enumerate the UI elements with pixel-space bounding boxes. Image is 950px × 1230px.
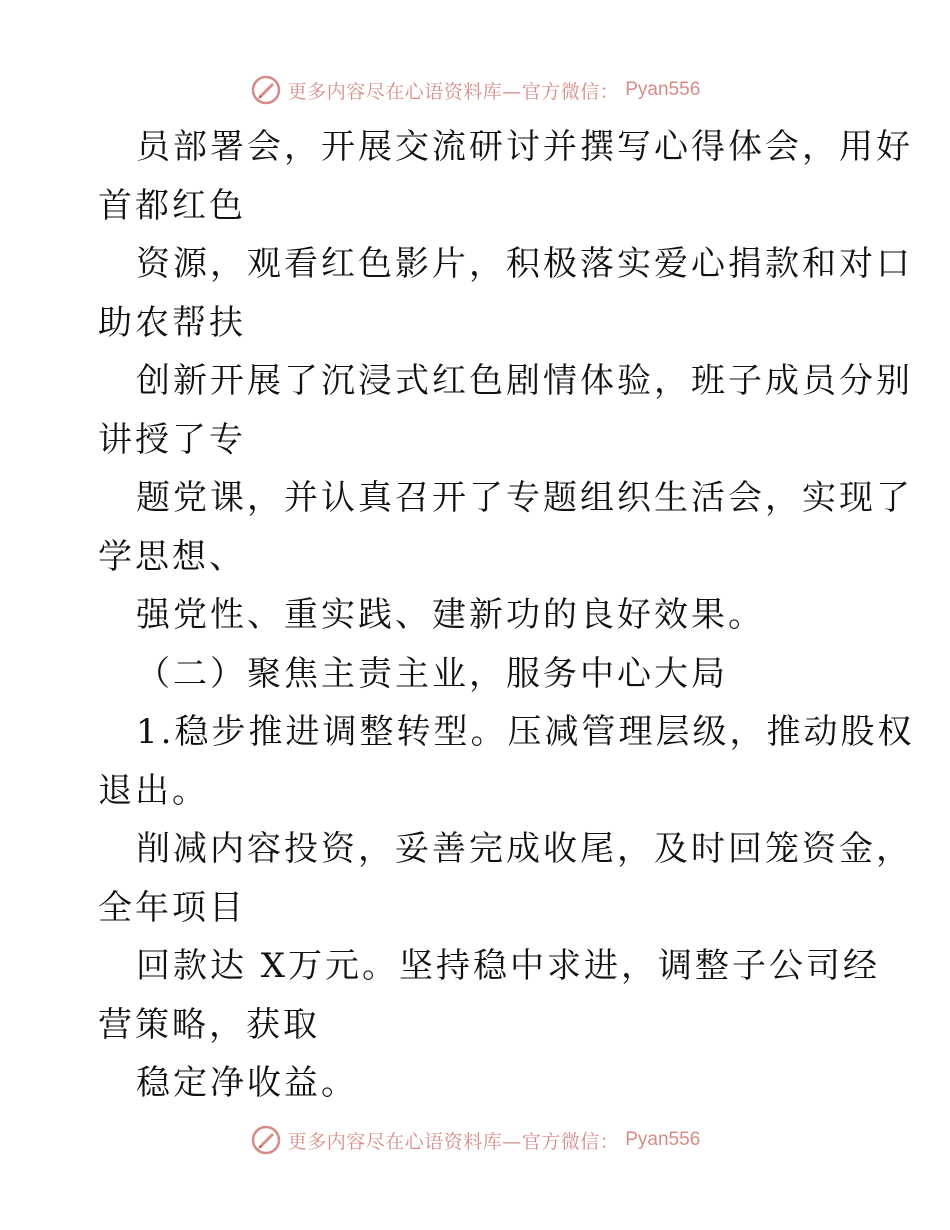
text-line: 削减内容投资，妥善完成收尾，及时回笼资金，	[136, 829, 913, 869]
body-text	[98, 118, 915, 1113]
quill-logo-icon	[250, 1124, 282, 1156]
text-line: 强党性、重实践、建新功的良好效果。	[136, 595, 765, 635]
text-line: 1.稳步推进调整转型。压减管理层级，推动股权	[136, 712, 915, 752]
text-line: 稳定净收益。	[136, 1063, 358, 1103]
text-line: 退出。	[98, 770, 209, 811]
watermark-id: Pyan556	[625, 1129, 701, 1150]
quill-logo-icon	[250, 74, 282, 106]
watermark-text: 更多内容尽在心语资料库—官方微信：	[287, 1130, 620, 1153]
footer-watermark	[0, 1122, 950, 1158]
text-line: 题党课，并认真召开了专题组织生活会，实现了	[136, 478, 913, 518]
watermark-text: 更多内容尽在心语资料库—官方微信：	[287, 80, 620, 103]
text-line: 营策略，获取	[98, 1004, 320, 1045]
text-line: 资源，观看红色影片，积极落实爱心捐款和对口	[136, 244, 913, 284]
text-line: 回款达 X万元。坚持稳中求进，调整子公司经	[136, 946, 881, 986]
text-line: （二）聚焦主责主业，服务中心大局	[136, 653, 728, 694]
text-line: 讲授了专	[98, 419, 246, 460]
text-line: 员部署会，开展交流研讨并撰写心得体会，用好	[136, 127, 913, 167]
text-line: 助农帮扶	[98, 302, 246, 343]
text-line: 创新开展了沉浸式红色剧情体验，班子成员分别	[136, 361, 913, 401]
header-watermark	[0, 72, 950, 108]
text-line: 首都红色	[98, 185, 246, 226]
watermark-id: Pyan556	[625, 79, 701, 100]
text-line: 学思想、	[98, 536, 246, 577]
text-line: 全年项目	[98, 887, 246, 928]
